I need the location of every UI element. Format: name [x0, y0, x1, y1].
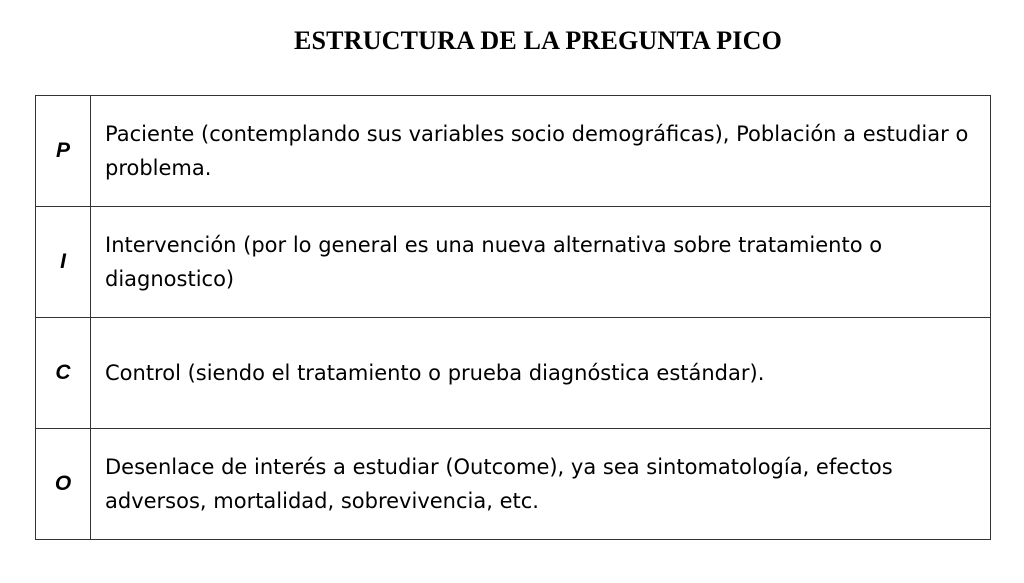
- row-letter: P: [36, 96, 91, 207]
- row-letter: I: [36, 207, 91, 318]
- row-description: Desenlace de interés a estudiar (Outcome), ya sea sintomatología, efectos adversos, mortalidad, sobrevivencia, etc.: [91, 429, 991, 540]
- row-letter: C: [36, 318, 91, 429]
- document-title: ESTRUCTURA DE LA PREGUNTA PICO: [293, 26, 783, 55]
- row-description: Paciente (contemplando sus variables socio demográficas), Población a estudiar o problema.: [91, 96, 991, 207]
- table-row-c: [36, 318, 991, 429]
- table-row-o: [36, 429, 991, 540]
- row-description: Control (siendo el tratamiento o prueba diagnóstica estándar).: [91, 318, 991, 429]
- pico-table: [35, 95, 991, 540]
- row-letter: O: [36, 429, 91, 540]
- table-row-p: [36, 96, 991, 207]
- table-row-i: [36, 207, 991, 318]
- row-description: Intervención (por lo general es una nueva alternativa sobre tratamiento o diagnostico): [91, 207, 991, 318]
